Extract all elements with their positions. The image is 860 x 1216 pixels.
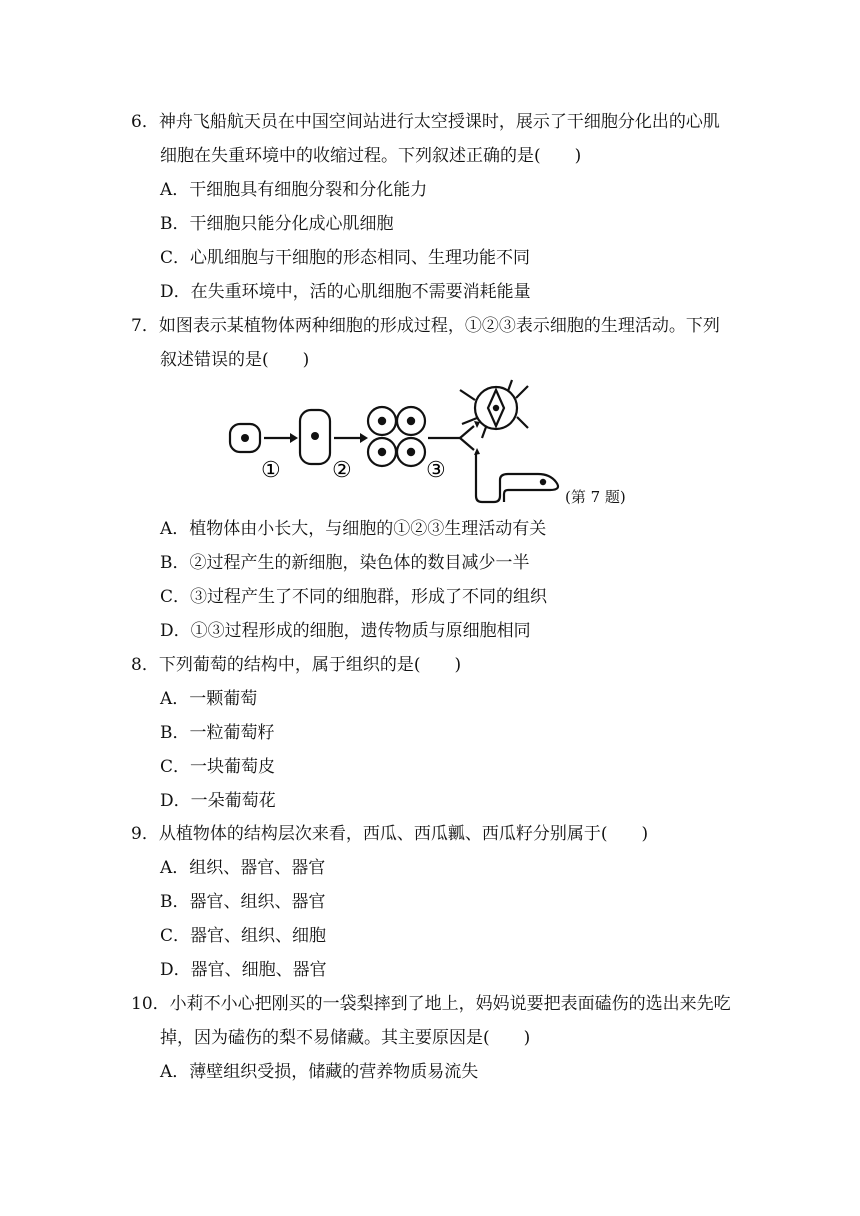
question-10-number: 10．: [131, 994, 170, 1014]
step-label-1: ①: [261, 458, 281, 483]
question-7-number: 7．: [131, 316, 159, 336]
question-6-stem-line-1: [131, 111, 720, 133]
question-9-stem-line-1: [131, 823, 648, 845]
question-9-number: 9．: [131, 824, 159, 844]
question-9-option-b: B．器官、组织、器官: [160, 892, 326, 912]
question-7-stem-line-1: [131, 315, 720, 337]
question-7-option-d: D．①③过程形成的细胞，遗传物质与原细胞相同: [160, 621, 531, 641]
question-8-option-b: B．一粒葡萄籽: [160, 723, 275, 743]
question-10-option-a: A．薄壁组织受损，储藏的营养物质易流失: [160, 1062, 479, 1082]
divided-cells-group: [368, 407, 425, 466]
question-10-stem-line-2: 掉，因为磕伤的梨不易储藏。其主要原因是( ): [160, 1028, 531, 1048]
question-9-stem-text-1: 从植物体的结构层次来看，西瓜、西瓜瓤、西瓜籽分别属于( ): [158, 824, 649, 844]
question-8-stem-text-1: 下列葡萄的结构中，属于组织的是( ): [158, 655, 462, 675]
question-6-option-d: D．在失重环境中，活的心肌细胞不需要消耗能量: [160, 282, 531, 302]
question-8-number: 8．: [131, 655, 159, 675]
step-label-3: ③: [426, 458, 446, 483]
step-label-2: ②: [332, 458, 352, 483]
question-9-option-d: D．器官、细胞、器官: [160, 960, 327, 980]
question-8-stem-line-1: [131, 654, 461, 676]
differentiated-cell-bottom: [476, 454, 558, 502]
question-6-option-c: C．心肌细胞与干细胞的形态相同、生理功能不同: [160, 248, 531, 268]
question-6-stem-line-2: 细胞在失重环境中的收缩过程。下列叙述正确的是( ): [160, 146, 582, 166]
question-7-stem-line-2: 叙述错误的是( ): [160, 350, 310, 370]
question-6-option-b: B．干细胞只能分化成心肌细胞: [160, 214, 394, 234]
question-8-option-c: C．一块葡萄皮: [160, 757, 276, 777]
question-8-option-a: A．一颗葡萄: [160, 689, 258, 709]
question-7-option-a: A．植物体由小长大，与细胞的①②③生理活动有关: [160, 519, 547, 539]
question-6-number: 6．: [131, 112, 159, 132]
question-6-option-a: A．干细胞具有细胞分裂和分化能力: [160, 180, 428, 200]
figure-7-caption: (第 7 题): [565, 488, 626, 506]
question-10-stem-line-1: [131, 993, 731, 1015]
question-10-stem-text-1: 小莉不小心把刚买的一袋梨摔到了地上，妈妈说要把表面磕伤的选出来先吃: [169, 994, 731, 1014]
question-7-option-c: C．③过程产生了不同的细胞群，形成了不同的组织: [160, 587, 548, 607]
question-9-option-a: A．组织、器官、器官: [160, 858, 326, 878]
question-7-stem-text-1: 如图表示某植物体两种细胞的形成过程，①②③表示细胞的生理活动。下列: [158, 316, 720, 336]
question-8-option-d: D．一朵葡萄花: [160, 791, 276, 811]
question-6-stem-text-1: 神舟飞船航天员在中国空间站进行太空授课时，展示了干细胞分化出的心肌: [158, 112, 720, 132]
question-7-option-b: B．②过程产生的新细胞，染色体的数目减少一半: [160, 553, 530, 573]
question-9-option-c: C．器官、组织、细胞: [160, 926, 327, 946]
